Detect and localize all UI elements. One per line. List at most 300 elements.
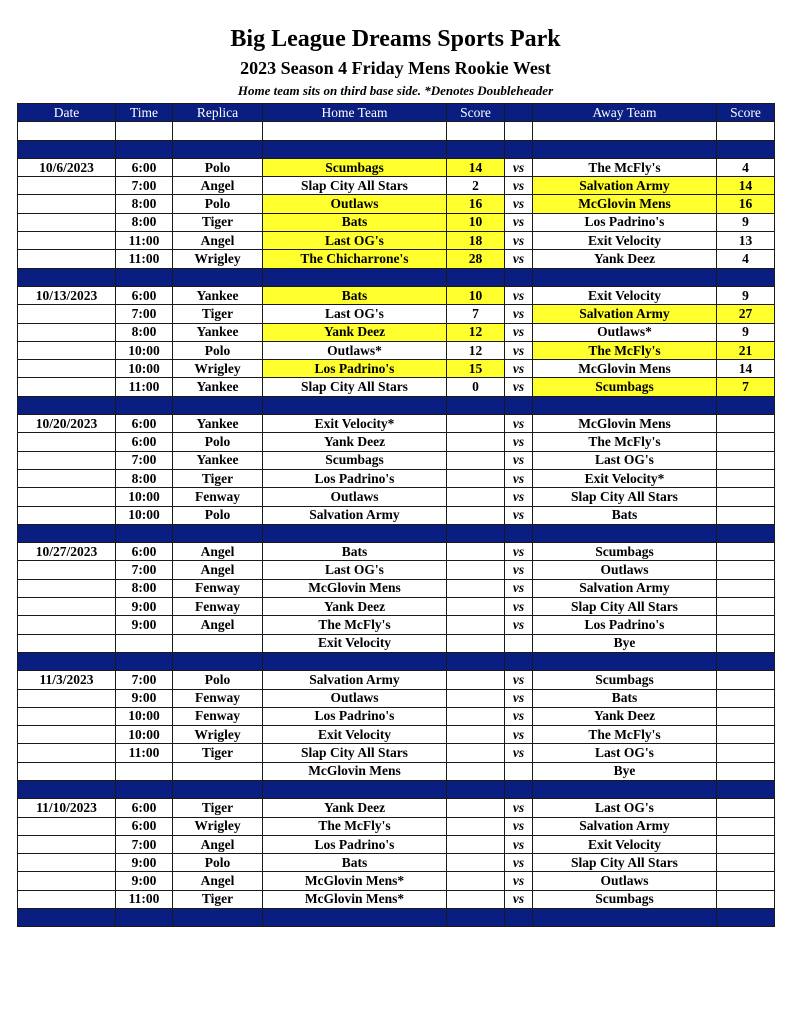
vs-cell: vs [505, 872, 533, 890]
time-cell: 7:00 [116, 451, 173, 469]
vs-cell: vs [505, 890, 533, 908]
game-row [18, 634, 775, 652]
home-score-cell [447, 854, 505, 872]
col-header-home-team: Home Team [263, 104, 447, 122]
away-team-cell: Slap City All Stars [533, 854, 717, 872]
time-cell: 10:00 [116, 506, 173, 524]
separator-row-cell [447, 780, 505, 798]
separator-row-cell [116, 909, 173, 927]
away-team-cell: McGlovin Mens [533, 415, 717, 433]
vs-cell: vs [505, 158, 533, 176]
home-score-cell: 12 [447, 341, 505, 359]
replica-field-cell: Polo [173, 341, 263, 359]
away-score-cell [717, 726, 775, 744]
separator-row-cell [533, 524, 717, 542]
date-cell [18, 817, 116, 835]
date-cell [18, 177, 116, 195]
col-header-replica: Replica [173, 104, 263, 122]
home-score-cell: 18 [447, 232, 505, 250]
separator-row-cell [116, 268, 173, 286]
vs-cell: vs [505, 726, 533, 744]
game-row [18, 323, 775, 341]
home-score-cell [447, 890, 505, 908]
vs-cell: vs [505, 341, 533, 359]
home-team-cell: Yank Deez [263, 598, 447, 616]
time-cell: 8:00 [116, 469, 173, 487]
home-score-cell [447, 506, 505, 524]
separator-row-cell [533, 909, 717, 927]
home-score-cell [447, 671, 505, 689]
game-row [18, 543, 775, 561]
home-score-cell [447, 469, 505, 487]
home-score-cell: 15 [447, 360, 505, 378]
time-cell: 11:00 [116, 744, 173, 762]
home-team-cell: Bats [263, 213, 447, 231]
time-cell: 8:00 [116, 213, 173, 231]
home-team-cell: Los Padrino's [263, 360, 447, 378]
home-team-cell: Scumbags [263, 158, 447, 176]
vs-cell: vs [505, 469, 533, 487]
away-team-cell: Salvation Army [533, 579, 717, 597]
date-cell [18, 250, 116, 268]
col-header-away-team: Away Team [533, 104, 717, 122]
replica-field-cell: Fenway [173, 707, 263, 725]
home-score-cell [447, 415, 505, 433]
separator-row-cell [18, 780, 116, 798]
game-row [18, 872, 775, 890]
replica-field-cell: Polo [173, 195, 263, 213]
away-team-cell: Scumbags [533, 890, 717, 908]
vs-cell: vs [505, 689, 533, 707]
blank-row-cell [505, 122, 533, 140]
game-row [18, 726, 775, 744]
game-row [18, 433, 775, 451]
blank-row-cell [173, 122, 263, 140]
game-row [18, 854, 775, 872]
game-row [18, 598, 775, 616]
away-team-cell: Bats [533, 689, 717, 707]
home-team-cell: Salvation Army [263, 506, 447, 524]
home-score-cell: 12 [447, 323, 505, 341]
game-row [18, 835, 775, 853]
separator-row-cell [717, 140, 775, 158]
date-cell [18, 634, 116, 652]
away-team-cell: The McFly's [533, 341, 717, 359]
home-team-cell: The McFly's [263, 616, 447, 634]
away-score-cell: 9 [717, 323, 775, 341]
date-cell [18, 854, 116, 872]
away-team-cell: Bye [533, 634, 717, 652]
time-cell: 7:00 [116, 305, 173, 323]
vs-cell: vs [505, 378, 533, 396]
date-cell [18, 835, 116, 853]
vs-cell: vs [505, 286, 533, 304]
separator-row [18, 396, 775, 414]
away-team-cell: Los Padrino's [533, 616, 717, 634]
away-team-cell: Outlaws* [533, 323, 717, 341]
home-score-cell: 10 [447, 286, 505, 304]
date-cell: 10/27/2023 [18, 543, 116, 561]
home-team-cell: Last OG's [263, 305, 447, 323]
away-team-cell: Exit Velocity [533, 835, 717, 853]
date-cell [18, 433, 116, 451]
vs-cell: vs [505, 598, 533, 616]
date-cell: 10/6/2023 [18, 158, 116, 176]
away-score-cell: 9 [717, 286, 775, 304]
game-row [18, 671, 775, 689]
away-score-cell [717, 689, 775, 707]
vs-cell: vs [505, 671, 533, 689]
game-row [18, 469, 775, 487]
time-cell: 8:00 [116, 323, 173, 341]
date-cell [18, 451, 116, 469]
away-team-cell: Slap City All Stars [533, 598, 717, 616]
time-cell: 11:00 [116, 378, 173, 396]
away-team-cell: The McFly's [533, 158, 717, 176]
separator-row-cell [533, 396, 717, 414]
replica-field-cell: Yankee [173, 286, 263, 304]
away-team-cell: Bats [533, 506, 717, 524]
page-title: Big League Dreams Sports Park [230, 26, 561, 52]
away-team-cell: Exit Velocity [533, 232, 717, 250]
schedule-body [18, 122, 775, 927]
time-cell: 10:00 [116, 726, 173, 744]
away-score-cell [717, 835, 775, 853]
away-team-cell: Yank Deez [533, 707, 717, 725]
away-score-cell: 4 [717, 158, 775, 176]
home-score-cell [447, 762, 505, 780]
away-score-cell: 21 [717, 341, 775, 359]
game-row [18, 561, 775, 579]
away-team-cell: Scumbags [533, 378, 717, 396]
separator-row-cell [263, 396, 447, 414]
separator-row [18, 909, 775, 927]
date-cell [18, 890, 116, 908]
game-row [18, 286, 775, 304]
vs-cell: vs [505, 415, 533, 433]
time-cell: 9:00 [116, 854, 173, 872]
header-row [18, 104, 775, 122]
date-cell [18, 488, 116, 506]
separator-row-cell [116, 524, 173, 542]
blank-row-cell [263, 122, 447, 140]
replica-field-cell: Wrigley [173, 817, 263, 835]
vs-cell [505, 634, 533, 652]
time-cell: 11:00 [116, 250, 173, 268]
separator-row [18, 268, 775, 286]
vs-cell: vs [505, 305, 533, 323]
vs-cell: vs [505, 799, 533, 817]
away-team-cell: Scumbags [533, 671, 717, 689]
date-cell [18, 726, 116, 744]
vs-cell: vs [505, 323, 533, 341]
game-row [18, 506, 775, 524]
replica-field-cell: Yankee [173, 378, 263, 396]
schedule-table [17, 103, 775, 927]
vs-cell: vs [505, 451, 533, 469]
home-team-cell: McGlovin Mens* [263, 872, 447, 890]
home-score-cell: 2 [447, 177, 505, 195]
vs-cell: vs [505, 250, 533, 268]
vs-cell: vs [505, 744, 533, 762]
away-team-cell: Salvation Army [533, 305, 717, 323]
game-row [18, 451, 775, 469]
game-row [18, 707, 775, 725]
separator-row-cell [505, 140, 533, 158]
replica-field-cell: Yankee [173, 451, 263, 469]
home-team-cell: Last OG's [263, 232, 447, 250]
home-team-cell: Outlaws [263, 689, 447, 707]
replica-field-cell: Tiger [173, 213, 263, 231]
away-score-cell: 14 [717, 177, 775, 195]
date-cell [18, 360, 116, 378]
date-cell: 11/3/2023 [18, 671, 116, 689]
separator-row-cell [717, 780, 775, 798]
vs-cell [505, 762, 533, 780]
away-score-cell [717, 469, 775, 487]
separator-row-cell [263, 909, 447, 927]
away-team-cell: Outlaws [533, 872, 717, 890]
away-team-cell: Outlaws [533, 561, 717, 579]
time-cell: 7:00 [116, 671, 173, 689]
away-score-cell [717, 506, 775, 524]
away-team-cell: Exit Velocity* [533, 469, 717, 487]
separator-row-cell [18, 909, 116, 927]
replica-field-cell: Tiger [173, 744, 263, 762]
away-score-cell [717, 433, 775, 451]
replica-field-cell: Yankee [173, 323, 263, 341]
game-row [18, 195, 775, 213]
home-score-cell [447, 689, 505, 707]
home-score-cell: 7 [447, 305, 505, 323]
away-score-cell: 16 [717, 195, 775, 213]
away-score-cell: 14 [717, 360, 775, 378]
separator-row-cell [505, 652, 533, 670]
away-score-cell: 27 [717, 305, 775, 323]
game-row [18, 744, 775, 762]
game-row [18, 360, 775, 378]
home-score-cell [447, 488, 505, 506]
blank-row-cell [116, 122, 173, 140]
separator-row-cell [717, 524, 775, 542]
home-team-cell: Outlaws* [263, 341, 447, 359]
away-team-cell: Scumbags [533, 543, 717, 561]
time-cell: 9:00 [116, 616, 173, 634]
separator-row-cell [173, 524, 263, 542]
replica-field-cell: Tiger [173, 469, 263, 487]
vs-cell: vs [505, 835, 533, 853]
away-score-cell [717, 415, 775, 433]
game-row [18, 213, 775, 231]
away-team-cell: Last OG's [533, 799, 717, 817]
game-row [18, 890, 775, 908]
game-row [18, 579, 775, 597]
time-cell [116, 762, 173, 780]
away-score-cell [717, 451, 775, 469]
separator-row-cell [173, 652, 263, 670]
away-team-cell: The McFly's [533, 433, 717, 451]
replica-field-cell: Tiger [173, 305, 263, 323]
home-score-cell: 10 [447, 213, 505, 231]
time-cell: 11:00 [116, 890, 173, 908]
game-row [18, 689, 775, 707]
home-team-cell: Outlaws [263, 488, 447, 506]
replica-field-cell: Tiger [173, 799, 263, 817]
home-team-cell: Los Padrino's [263, 469, 447, 487]
away-score-cell [717, 890, 775, 908]
separator-row-cell [717, 396, 775, 414]
page-subtitle: 2023 Season 4 Friday Mens Rookie West [240, 58, 551, 78]
home-team-cell: Exit Velocity [263, 634, 447, 652]
away-score-cell [717, 854, 775, 872]
replica-field-cell: Fenway [173, 689, 263, 707]
vs-cell: vs [505, 506, 533, 524]
time-cell: 10:00 [116, 360, 173, 378]
replica-field-cell: Angel [173, 232, 263, 250]
date-cell: 11/10/2023 [18, 799, 116, 817]
home-score-cell [447, 835, 505, 853]
replica-field-cell: Yankee [173, 415, 263, 433]
time-cell: 10:00 [116, 341, 173, 359]
date-cell [18, 469, 116, 487]
away-score-cell [717, 488, 775, 506]
home-team-cell: Slap City All Stars [263, 378, 447, 396]
away-score-cell [717, 817, 775, 835]
game-row [18, 250, 775, 268]
away-score-cell: 4 [717, 250, 775, 268]
replica-field-cell: Tiger [173, 890, 263, 908]
home-team-cell: Yank Deez [263, 799, 447, 817]
replica-field-cell: Fenway [173, 579, 263, 597]
date-cell [18, 744, 116, 762]
vs-cell: vs [505, 213, 533, 231]
separator-row-cell [173, 780, 263, 798]
separator-row-cell [263, 780, 447, 798]
home-score-cell: 16 [447, 195, 505, 213]
date-cell [18, 616, 116, 634]
time-cell: 9:00 [116, 872, 173, 890]
separator-row-cell [173, 140, 263, 158]
home-score-cell [447, 707, 505, 725]
separator-row-cell [447, 268, 505, 286]
vs-cell: vs [505, 433, 533, 451]
col-header-time: Time [116, 104, 173, 122]
separator-row [18, 524, 775, 542]
home-score-cell: 0 [447, 378, 505, 396]
separator-row-cell [18, 268, 116, 286]
game-row [18, 762, 775, 780]
vs-cell: vs [505, 561, 533, 579]
date-cell [18, 579, 116, 597]
away-team-cell: Bye [533, 762, 717, 780]
separator-row-cell [116, 780, 173, 798]
separator-row-cell [263, 268, 447, 286]
away-team-cell: Yank Deez [533, 250, 717, 268]
away-score-cell [717, 762, 775, 780]
replica-field-cell: Angel [173, 835, 263, 853]
replica-field-cell: Angel [173, 177, 263, 195]
home-team-cell: Exit Velocity [263, 726, 447, 744]
time-cell: 8:00 [116, 579, 173, 597]
date-cell [18, 707, 116, 725]
time-cell: 11:00 [116, 232, 173, 250]
separator-row-cell [717, 268, 775, 286]
blank-row-cell [18, 122, 116, 140]
replica-field-cell: Fenway [173, 598, 263, 616]
separator-row [18, 780, 775, 798]
home-team-cell: McGlovin Mens [263, 579, 447, 597]
separator-row-cell [263, 140, 447, 158]
away-score-cell: 13 [717, 232, 775, 250]
time-cell: 7:00 [116, 835, 173, 853]
replica-field-cell: Wrigley [173, 250, 263, 268]
home-team-cell: Bats [263, 543, 447, 561]
separator-row-cell [533, 780, 717, 798]
home-team-cell: The Chicharrone's [263, 250, 447, 268]
replica-field-cell: Angel [173, 543, 263, 561]
time-cell: 6:00 [116, 158, 173, 176]
time-cell: 6:00 [116, 817, 173, 835]
home-team-cell: Last OG's [263, 561, 447, 579]
blank-row-cell [717, 122, 775, 140]
date-cell: 10/20/2023 [18, 415, 116, 433]
separator-row-cell [116, 140, 173, 158]
date-cell [18, 213, 116, 231]
game-row [18, 799, 775, 817]
col-header-vs [505, 104, 533, 122]
date-cell [18, 506, 116, 524]
separator-row-cell [505, 909, 533, 927]
home-team-cell: Yank Deez [263, 433, 447, 451]
separator-row-cell [447, 140, 505, 158]
away-team-cell: The McFly's [533, 726, 717, 744]
away-score-cell: 9 [717, 213, 775, 231]
replica-field-cell: Polo [173, 854, 263, 872]
home-team-cell: McGlovin Mens [263, 762, 447, 780]
home-score-cell [447, 451, 505, 469]
away-team-cell: Salvation Army [533, 817, 717, 835]
replica-field-cell: Wrigley [173, 726, 263, 744]
home-score-cell [447, 817, 505, 835]
separator-row-cell [173, 909, 263, 927]
time-cell: 9:00 [116, 689, 173, 707]
date-cell [18, 689, 116, 707]
time-cell: 6:00 [116, 433, 173, 451]
time-cell: 10:00 [116, 488, 173, 506]
replica-field-cell: Angel [173, 561, 263, 579]
game-row [18, 488, 775, 506]
replica-field-cell: Fenway [173, 488, 263, 506]
separator-row [18, 140, 775, 158]
vs-cell: vs [505, 360, 533, 378]
time-cell: 10:00 [116, 707, 173, 725]
replica-field-cell: Polo [173, 433, 263, 451]
separator-row-cell [533, 652, 717, 670]
schedule-note: Home team sits on third base side. *Denotes Doubleheader [237, 83, 554, 98]
col-header-date: Date [18, 104, 116, 122]
separator-row [18, 652, 775, 670]
separator-row-cell [18, 140, 116, 158]
home-team-cell: The McFly's [263, 817, 447, 835]
separator-row-cell [505, 524, 533, 542]
separator-row-cell [447, 909, 505, 927]
time-cell [116, 634, 173, 652]
game-row [18, 817, 775, 835]
away-score-cell [717, 744, 775, 762]
away-team-cell: Exit Velocity [533, 286, 717, 304]
home-score-cell [447, 726, 505, 744]
away-team-cell: Slap City All Stars [533, 488, 717, 506]
